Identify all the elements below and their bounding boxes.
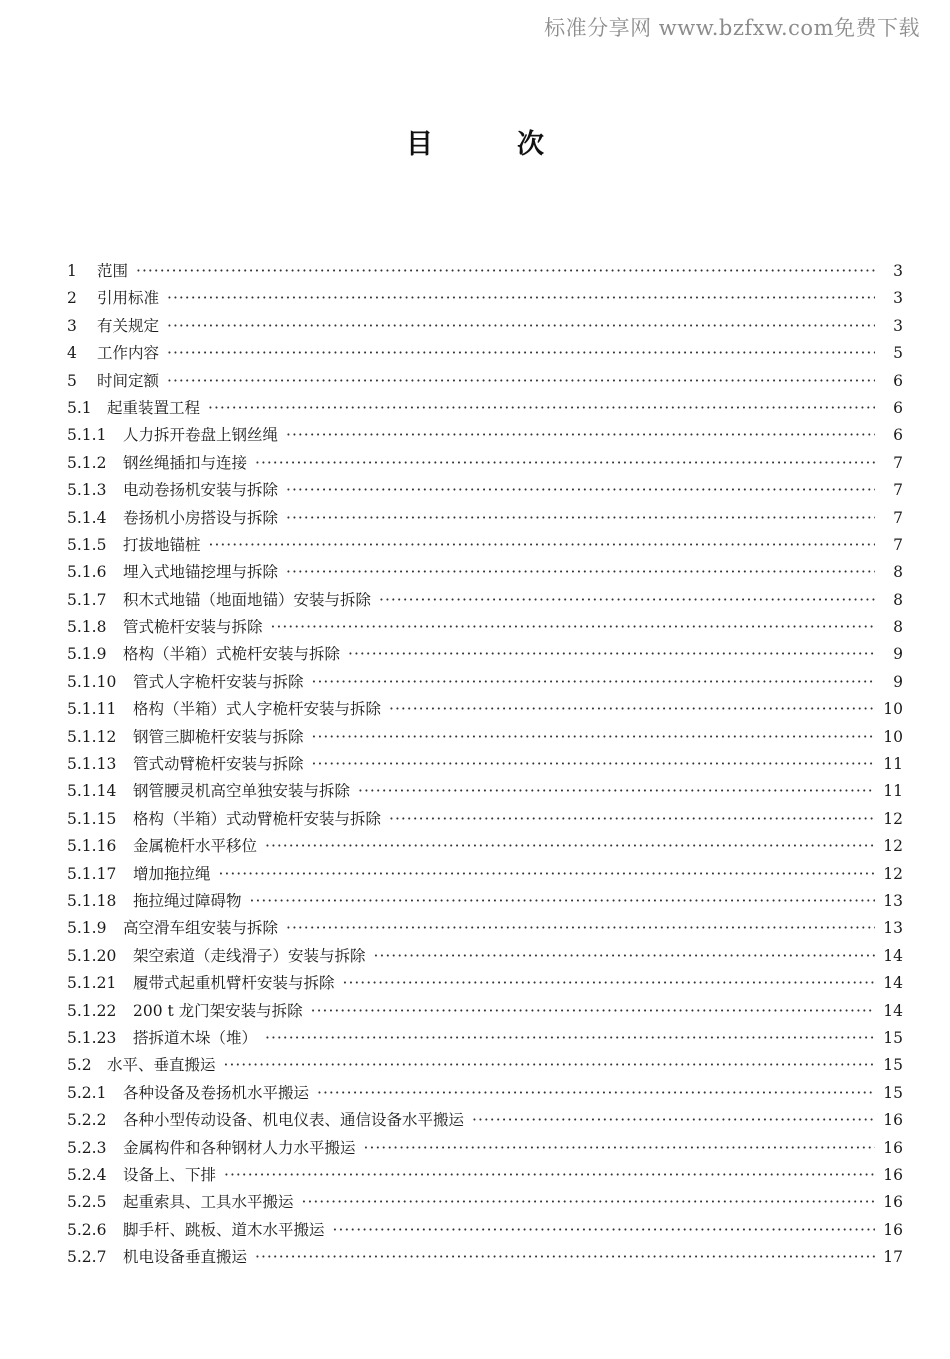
toc-leader-dots xyxy=(167,368,875,395)
toc-leader-dots xyxy=(250,888,875,915)
toc-entry[interactable] xyxy=(67,1189,903,1216)
toc-leader-dots xyxy=(312,751,875,778)
toc-entry-label: 拖拉绳过障碍物 xyxy=(133,891,242,910)
toc-entry-number: 5.2.6 xyxy=(67,1220,107,1239)
toc-entry-page: 11 xyxy=(883,755,903,774)
toc-entry-label: 格构（半箱）式人字桅杆安装与拆除 xyxy=(133,700,382,719)
toc-entry-number: 5.1.7 xyxy=(67,590,107,609)
toc-leader-dots xyxy=(286,915,875,942)
toc-entry-page: 3 xyxy=(893,316,903,335)
toc-entry[interactable] xyxy=(67,258,903,285)
toc-leader-dots xyxy=(271,614,875,641)
toc-entry[interactable] xyxy=(67,1025,903,1052)
toc-entry-page: 7 xyxy=(893,508,903,527)
toc-leader-dots xyxy=(343,970,875,997)
toc-entry-label: 搭拆道木垛（堆） xyxy=(133,1028,258,1047)
toc-entry-page: 16 xyxy=(883,1111,903,1130)
toc-entry-page: 16 xyxy=(883,1193,903,1212)
toc-leader-dots xyxy=(348,641,875,668)
toc-entry-number: 5.1.15 xyxy=(67,809,117,828)
watermark: 标准分享网 www.bzfxw.com免费下载 xyxy=(544,16,920,40)
toc-entry-page: 8 xyxy=(893,590,903,609)
toc-entry-number: 1 xyxy=(67,262,77,280)
toc-leader-dots xyxy=(167,313,875,340)
toc-entry-label: 金属桅杆水平移位 xyxy=(133,837,258,856)
toc-entry-page: 12 xyxy=(883,864,903,883)
toc-entry-label: 机电设备垂直搬运 xyxy=(123,1248,248,1267)
toc-entry-page: 9 xyxy=(893,672,903,691)
toc-leader-dots xyxy=(136,258,875,285)
toc-entry[interactable] xyxy=(67,1052,903,1079)
toc-entry-page: 8 xyxy=(893,563,903,582)
toc-entry-page: 12 xyxy=(883,837,903,856)
toc-entry-label: 增加拖拉绳 xyxy=(133,864,211,883)
toc-leader-dots xyxy=(286,477,875,504)
toc-entry-number: 5.1.14 xyxy=(67,782,117,801)
toc-entry-page: 7 xyxy=(893,481,903,500)
toc-entry-label: 起重装置工程 xyxy=(107,398,201,417)
toc-leader-dots xyxy=(312,669,875,696)
toc-leader-dots xyxy=(389,696,875,723)
toc-entry[interactable] xyxy=(67,833,903,860)
toc-entry[interactable] xyxy=(67,861,903,888)
toc-entry-number: 5.1.18 xyxy=(67,891,117,910)
toc-leader-dots xyxy=(209,532,875,559)
toc-leader-dots xyxy=(265,833,875,860)
toc-entry[interactable] xyxy=(67,614,903,641)
toc-entry-page: 11 xyxy=(883,782,903,801)
toc-leader-dots xyxy=(379,587,875,614)
toc-leader-dots xyxy=(311,998,875,1025)
toc-leader-dots xyxy=(167,340,875,367)
toc-leader-dots xyxy=(265,1025,875,1052)
toc-entry-page: 3 xyxy=(893,289,903,308)
toc-entry[interactable] xyxy=(67,559,903,586)
toc-entry-number: 5.1.17 xyxy=(67,864,117,883)
toc-entry[interactable] xyxy=(67,943,903,970)
toc-entry-label: 管式人字桅杆安装与拆除 xyxy=(133,672,304,691)
toc-entry-page: 6 xyxy=(893,371,903,390)
toc-entry-label: 人力拆开卷盘上钢丝绳 xyxy=(123,426,279,445)
toc-entry-page: 16 xyxy=(883,1138,903,1157)
toc-entry-number: 5.2 xyxy=(67,1056,92,1075)
toc-entry[interactable] xyxy=(67,395,903,422)
toc-entry-number: 5 xyxy=(67,371,77,390)
toc-entry[interactable] xyxy=(67,778,903,805)
toc-entry[interactable] xyxy=(67,696,903,723)
title-right-char: 次 xyxy=(517,129,544,160)
toc-entry-number: 5.2.5 xyxy=(67,1193,107,1212)
toc-entry-number: 5.2.1 xyxy=(67,1083,107,1102)
toc-entry[interactable] xyxy=(67,313,903,340)
toc-entry-page: 6 xyxy=(893,398,903,417)
toc-entry-page: 5 xyxy=(893,344,903,363)
toc-entry-number: 5.1.21 xyxy=(67,974,117,993)
toc-entry-number: 5.2.4 xyxy=(67,1165,107,1184)
toc-entry-page: 17 xyxy=(883,1248,903,1267)
toc-entry[interactable] xyxy=(67,724,903,751)
toc-entry-number: 5.1.5 xyxy=(67,535,107,554)
toc-entry-page: 7 xyxy=(893,453,903,472)
toc-entry-label: 时间定额 xyxy=(97,371,160,390)
toc-entry[interactable] xyxy=(67,751,903,778)
toc-entry-label: 管式动臂桅杆安装与拆除 xyxy=(133,755,304,774)
toc-entry-page: 12 xyxy=(883,809,903,828)
toc-entry-page: 9 xyxy=(893,645,903,664)
toc-entry[interactable] xyxy=(67,1217,903,1244)
toc-entry-label: 履带式起重机臂杆安装与拆除 xyxy=(133,974,335,993)
toc-entry-label: 格构（半箱）式动臂桅杆安装与拆除 xyxy=(133,809,382,828)
toc-entry[interactable] xyxy=(67,915,903,942)
toc-entry-number: 5.1 xyxy=(67,398,92,417)
toc-entry-label: 200 t 龙门架安装与拆除 xyxy=(133,1001,303,1020)
toc-entry-number: 5.1.20 xyxy=(67,946,117,965)
toc-entry[interactable] xyxy=(67,285,903,312)
toc-entry-number: 5.2.7 xyxy=(67,1248,107,1267)
toc-leader-dots xyxy=(312,724,875,751)
toc-entry-number: 3 xyxy=(67,316,77,335)
page-title xyxy=(0,122,950,161)
toc-entry-page: 14 xyxy=(883,1001,903,1020)
toc-entry[interactable] xyxy=(67,669,903,696)
toc-entry[interactable] xyxy=(67,1107,903,1134)
toc-entry[interactable] xyxy=(67,641,903,668)
toc-entry-page: 16 xyxy=(883,1165,903,1184)
toc-entry-page: 13 xyxy=(883,919,903,938)
toc-leader-dots xyxy=(317,1080,875,1107)
toc-entry-page: 7 xyxy=(893,535,903,554)
toc-leader-dots xyxy=(167,285,875,312)
toc-entry-page: 15 xyxy=(883,1056,903,1075)
toc-entry-label: 埋入式地锚挖埋与拆除 xyxy=(123,563,279,582)
toc-entry-number: 5.1.23 xyxy=(67,1028,117,1047)
toc-entry-number: 5.1.3 xyxy=(67,481,107,500)
toc-entry[interactable] xyxy=(67,998,903,1025)
toc-entry[interactable] xyxy=(67,806,903,833)
toc-entry-label: 范围 xyxy=(97,262,129,280)
toc-entry-number: 5.1.22 xyxy=(67,1001,117,1020)
toc-entry-number: 5.1.11 xyxy=(67,700,117,719)
toc-leader-dots xyxy=(374,943,875,970)
toc-entry-label: 设备上、下排 xyxy=(123,1165,217,1184)
toc-entry[interactable] xyxy=(67,888,903,915)
toc-entry-page: 10 xyxy=(883,700,903,719)
toc-entry-number: 5.1.2 xyxy=(67,453,107,472)
toc-entry[interactable] xyxy=(67,450,903,477)
toc-entry-number: 5.1.9 xyxy=(67,919,107,938)
toc-entry-page: 8 xyxy=(893,618,903,637)
toc-leader-dots xyxy=(333,1217,875,1244)
toc-leader-dots xyxy=(255,1244,875,1271)
toc-leader-dots xyxy=(302,1189,875,1216)
toc-leader-dots xyxy=(255,450,875,477)
toc-entry-page: 3 xyxy=(893,262,903,280)
toc-leader-dots xyxy=(208,395,875,422)
title-left-char: 目 xyxy=(406,129,433,160)
toc-entry[interactable] xyxy=(67,422,903,449)
toc-entry-label: 金属构件和各种钢材人力水平搬运 xyxy=(123,1138,356,1157)
toc-entry-page: 14 xyxy=(883,946,903,965)
toc-entry-number: 5.1.13 xyxy=(67,755,117,774)
toc-leader-dots xyxy=(286,422,875,449)
toc-entry-label: 电动卷扬机安装与拆除 xyxy=(123,481,279,500)
toc-entry-label: 起重索具、工具水平搬运 xyxy=(123,1193,294,1212)
toc-entry[interactable] xyxy=(67,340,903,367)
toc-entry-number: 5.1.10 xyxy=(67,672,117,691)
table-of-contents xyxy=(67,258,903,1271)
toc-entry-page: 16 xyxy=(883,1220,903,1239)
toc-entry-number: 5.1.6 xyxy=(67,563,107,582)
toc-entry[interactable] xyxy=(67,970,903,997)
toc-entry-number: 5.2.2 xyxy=(67,1111,107,1130)
toc-entry-label: 水平、垂直搬运 xyxy=(107,1056,216,1075)
toc-entry-label: 各种设备及卷扬机水平搬运 xyxy=(123,1083,310,1102)
toc-leader-dots xyxy=(286,559,875,586)
toc-leader-dots xyxy=(286,505,875,532)
toc-entry[interactable] xyxy=(67,1135,903,1162)
toc-entry[interactable] xyxy=(67,1244,903,1271)
toc-entry-label: 钢管三脚桅杆安装与拆除 xyxy=(133,727,304,746)
toc-leader-dots xyxy=(224,1052,875,1079)
toc-leader-dots xyxy=(389,806,875,833)
toc-entry-number: 2 xyxy=(67,289,77,308)
toc-entry[interactable] xyxy=(67,477,903,504)
toc-entry-label: 管式桅杆安装与拆除 xyxy=(123,618,263,637)
toc-leader-dots xyxy=(472,1107,875,1134)
toc-entry-number: 5.2.3 xyxy=(67,1138,107,1157)
toc-entry-label: 积木式地锚（地面地锚）安装与拆除 xyxy=(123,590,372,609)
toc-entry[interactable] xyxy=(67,1162,903,1189)
toc-leader-dots xyxy=(219,861,875,888)
toc-leader-dots xyxy=(358,778,875,805)
toc-entry-number: 5.1.4 xyxy=(67,508,107,527)
toc-entry-label: 工作内容 xyxy=(97,344,160,363)
toc-entry-label: 各种小型传动设备、机电仪表、通信设备水平搬运 xyxy=(123,1111,465,1130)
toc-entry-label: 卷扬机小房搭设与拆除 xyxy=(123,508,279,527)
toc-entry-label: 打拔地锚桩 xyxy=(123,535,201,554)
toc-entry-label: 格构（半箱）式桅杆安装与拆除 xyxy=(123,645,341,664)
toc-entry[interactable] xyxy=(67,368,903,395)
toc-entry-number: 5.1.8 xyxy=(67,618,107,637)
toc-entry-page: 6 xyxy=(893,426,903,445)
toc-entry[interactable] xyxy=(67,532,903,559)
toc-entry-number: 4 xyxy=(67,344,77,363)
toc-entry-label: 脚手杆、跳板、道木水平搬运 xyxy=(123,1220,325,1239)
toc-entry-page: 13 xyxy=(883,891,903,910)
toc-entry-number: 5.1.12 xyxy=(67,727,117,746)
toc-entry-number: 5.1.16 xyxy=(67,837,117,856)
toc-entry-page: 14 xyxy=(883,974,903,993)
toc-entry[interactable] xyxy=(67,587,903,614)
toc-entry-page: 15 xyxy=(883,1028,903,1047)
toc-leader-dots xyxy=(224,1162,875,1189)
toc-entry-label: 有关规定 xyxy=(97,316,160,335)
toc-entry-number: 5.1.9 xyxy=(67,645,107,664)
toc-entry-page: 15 xyxy=(883,1083,903,1102)
toc-entry-label: 引用标准 xyxy=(97,289,160,308)
toc-entry-label: 高空滑车组安装与拆除 xyxy=(123,919,279,938)
toc-entry[interactable] xyxy=(67,1080,903,1107)
toc-leader-dots xyxy=(364,1135,875,1162)
toc-entry-label: 钢管腰灵机高空单独安装与拆除 xyxy=(133,782,351,801)
toc-entry[interactable] xyxy=(67,505,903,532)
toc-entry-label: 架空索道（走线滑子）安装与拆除 xyxy=(133,946,366,965)
toc-entry-page: 10 xyxy=(883,727,903,746)
toc-entry-label: 钢丝绳插扣与连接 xyxy=(123,453,248,472)
toc-entry-number: 5.1.1 xyxy=(67,426,107,445)
